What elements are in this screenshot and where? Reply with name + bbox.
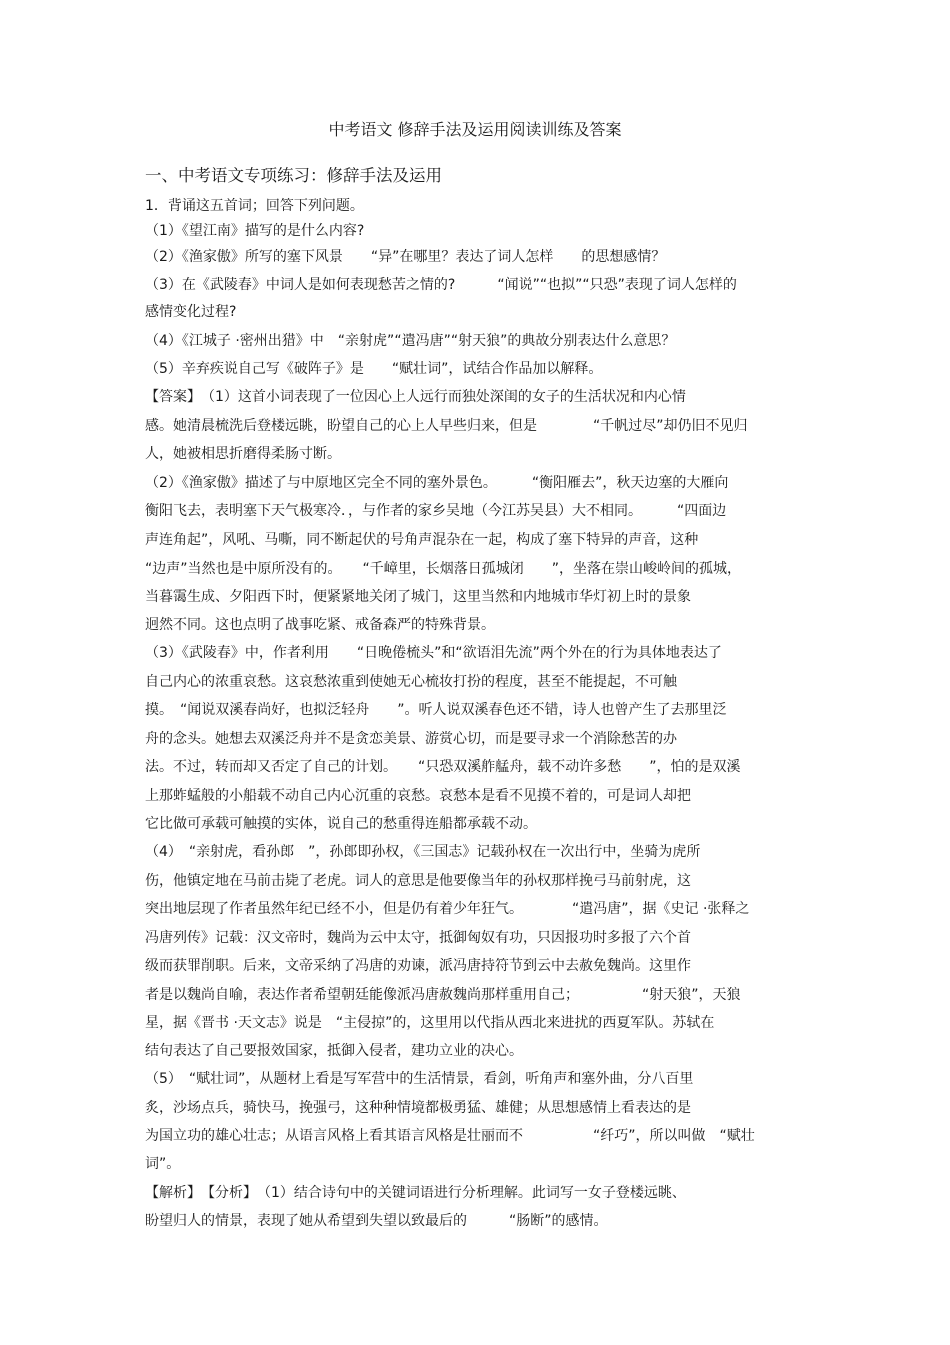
question-4: （4）《江城子 ·密州出猎》中 “亲射虎”“遣冯唐”“射天狼”的典故分别表达什么意思？	[145, 333, 676, 349]
answer-line: 突出地层现了作者虽然年纪已经不小，但是仍有着少年狂气。 “遣冯唐”，据《史记 ·张释之	[145, 901, 750, 917]
answer-line: 人，她被相思折磨得柔肠寸断。	[145, 446, 341, 462]
answer-line: （3）《武陵春》中，作者利用 “日晚倦梳头”和“欲语泪先流”两个外在的行为具体地表达了	[145, 645, 722, 661]
answer-line: 词”。	[145, 1156, 181, 1172]
answer-line: 结句表达了自己要报效国家，抵御入侵者，建功立业的决心。	[145, 1043, 523, 1059]
answer-line: 衡阳飞去，表明塞下天气极寒冷．，与作者的家乡吴地（今江苏吴县）大不相同。 “四面边	[145, 503, 727, 519]
answer-line: 者是以魏尚自喻，表达作者希望朝廷能像派冯唐赦魏尚那样重用自己； “射天狼”，天狼	[145, 987, 741, 1003]
answer-line: 法。不过，转而却又否定了自己的计划。 “只恐双溪舴艋舟，载不动许多愁 ”，怕的是双溪	[145, 759, 741, 775]
question-1: （1）《望江南》描写的是什么内容?	[145, 223, 365, 239]
answer-line: 为国立功的雄心壮志；从语言风格上看其语言风格是壮丽而不 “纤巧”，所以叫做 “赋壮	[145, 1128, 755, 1144]
answer-line: 伤，他镇定地在马前击毙了老虎。词人的意思是他要像当年的孙权那样挽弓马前射虎，这	[145, 873, 691, 889]
answer-line: 声连角起”，风吼、马嘶，同不断起伏的号角声混杂在一起，构成了塞下特异的声音，这种	[145, 532, 699, 548]
section-heading: 一、中考语文专项练习：修辞手法及运用	[145, 166, 442, 185]
question-2: （2）《渔家傲》所写的塞下风景 “异”在哪里？表达了词人怎样 的思想感情？	[145, 249, 666, 265]
answer-line: （4） “亲射虎，看孙郎 ”，孙郎即孙权，《三国志》记载孙权在一次出行中，坐骑为虎所	[145, 844, 701, 860]
analysis-line: 【解析】 【分析】 （1）结合诗句中的关键词语进行分析理解。此词写一女子登楼远眺、	[145, 1185, 686, 1201]
answer-line: 上那蚱蜢般的小船载不动自己内心沉重的哀愁。哀愁本是看不见摸不着的，可是词人却把	[145, 788, 691, 804]
answer-line: 级而获罪削职。后来，文帝采纳了冯唐的劝谏，派冯唐持符节到云中去赦免魏尚。这里作	[145, 958, 691, 974]
answer-line: （5） “赋壮词”，从题材上看是写军营中的生活情景，看剑，听角声和塞外曲，分八百里	[145, 1071, 694, 1087]
answer-line: 它比做可承载可触摸的实体，说自己的愁重得连船都承载不动。	[145, 816, 537, 832]
answer-line: “边声”当然也是中原所没有的。 “千嶂里，长烟落日孤城闭 ”，坐落在崇山峻岭间的孤城，	[145, 561, 742, 577]
answer-line: 炙，沙场点兵，骑快马，挽强弓，这种种情境都极勇猛、雄健；从思想感情上看表达的是	[145, 1100, 691, 1116]
answer-line: 当暮霭生成、夕阳西下时，便紧紧地关闭了城门，这里当然和内地城市华灯初上时的景象	[145, 589, 691, 605]
answer-line: 【答案】 （1）这首小词表现了一位因心上人远行而独处深闺的女子的生活状况和内心情	[145, 389, 686, 405]
page-title: 中考语文 修辞手法及运用阅读训练及答案	[328, 120, 622, 139]
answer-line: 冯唐列传》记载：汉文帝时，魏尚为云中太守，抵御匈奴有功，只因报功时多报了六个首	[145, 930, 691, 946]
question-3-cont: 感情变化过程?	[145, 304, 237, 320]
question-intro: 1．背诵这五首词；回答下列问题。	[145, 198, 364, 214]
question-5: （5）辛弃疾说自己写《破阵子》是 “赋壮词”，试结合作品加以解释。	[145, 361, 603, 377]
answer-line: 舟的念头。她想去双溪泛舟并不是贪恋美景、游赏心切，而是要寻求一个消除愁苦的办	[145, 731, 677, 747]
question-3: （3）在《武陵春》中词人是如何表现愁苦之情的? “闻说”“也拟”“只恐”表现了词人怎样的	[145, 277, 737, 293]
answer-line: 感。她清晨梳洗后登楼远眺，盼望自己的心上人早些归来，但是 “千帆过尽”却仍旧不见归	[145, 418, 748, 434]
answer-line: 摸。 “闻说双溪春尚好，也拟泛轻舟 ”。听人说双溪春色还不错，诗人也曾产生了去那里泛	[145, 702, 727, 718]
answer-line: 自己内心的浓重哀愁。这哀愁浓重到使她无心梳妆打扮的程度，甚至不能提起，不可触	[145, 674, 677, 690]
answer-line: 星，据《晋书 ·天文志》说是 “主侵掠”的，这里用以代指从西北来进扰的西夏军队。苏轼在	[145, 1015, 715, 1031]
answer-line: 迥然不同。这也点明了战事吃紧、戒备森严的特殊背景。	[145, 617, 495, 633]
answer-line: （2）《渔家傲》描述了与中原地区完全不同的塞外景色。 “衡阳雁去”，秋天边塞的大雁向	[145, 475, 729, 491]
analysis-line: 盼望归人的情景，表现了她从希望到失望以致最后的 “肠断”的感情。	[145, 1213, 608, 1229]
